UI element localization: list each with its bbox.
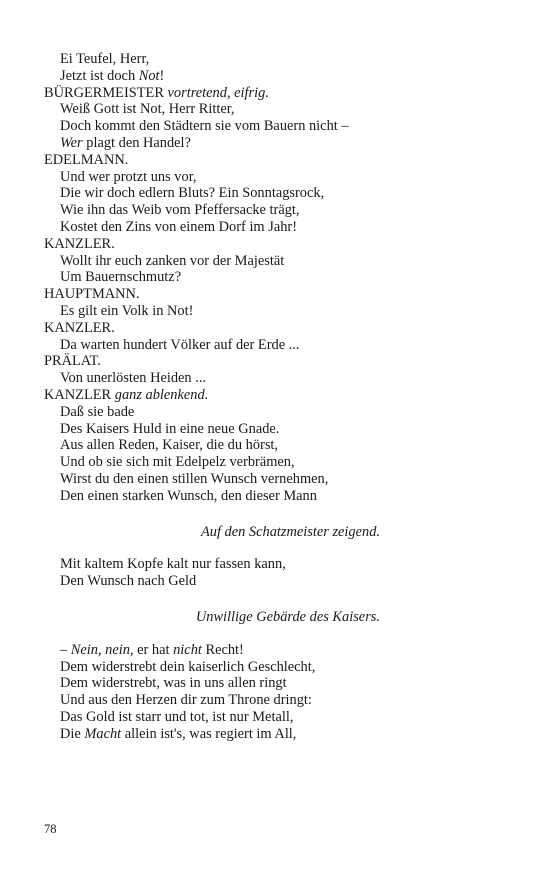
text-segment: Den einen starken Wunsch, den dieser Mann bbox=[60, 487, 317, 504]
text-segment: – bbox=[60, 641, 71, 658]
text-segment: BÜRGERMEISTER bbox=[44, 84, 168, 101]
text-segment: Den Wunsch nach Geld bbox=[60, 573, 197, 590]
text-segment: Mit kaltem Kopfe kalt nur fassen kann, bbox=[60, 556, 286, 573]
text-segment: Die bbox=[60, 725, 85, 742]
italic-text: ganz ablenkend. bbox=[114, 386, 209, 403]
verse-line bbox=[44, 404, 504, 421]
verse-line bbox=[44, 692, 504, 709]
text-segment: Das Gold ist starr und tot, ist nur Metall, bbox=[60, 708, 294, 725]
verse-line bbox=[44, 51, 504, 68]
text-segment: Von unerlösten Heiden ... bbox=[60, 370, 207, 387]
verse-line bbox=[44, 437, 504, 454]
text-segment: Um Bauernschmutz? bbox=[60, 269, 182, 286]
speaker-line bbox=[44, 320, 504, 337]
verse-line bbox=[44, 709, 504, 726]
italic-text: Wer bbox=[60, 134, 83, 151]
verse-line bbox=[44, 169, 504, 186]
verse-line bbox=[44, 488, 504, 505]
italic-text: nicht bbox=[173, 641, 202, 658]
verse-line bbox=[44, 202, 504, 219]
speaker-line bbox=[44, 152, 504, 169]
stage-direction bbox=[44, 590, 504, 642]
drama-text bbox=[44, 51, 504, 742]
verse-line bbox=[44, 659, 504, 676]
text-segment: Es gilt ein Volk in Not! bbox=[60, 302, 194, 319]
text-segment: Doch kommt den Städtern sie vom Bauern nicht – bbox=[60, 118, 349, 135]
text-segment: EDELMANN. bbox=[44, 151, 129, 168]
speaker-line bbox=[44, 387, 504, 404]
text-segment: Recht! bbox=[201, 641, 244, 658]
italic-text: Not bbox=[138, 67, 160, 84]
text-segment: KANZLER bbox=[44, 386, 115, 403]
text-segment: ! bbox=[159, 67, 165, 84]
text-segment: Die wir doch edlern Bluts? Ein Sonntagsrock, bbox=[60, 185, 325, 202]
verse-line bbox=[44, 185, 504, 202]
verse-line bbox=[44, 642, 504, 659]
italic-text: Macht bbox=[84, 725, 122, 742]
text-segment: allein ist's, was regiert im All, bbox=[121, 725, 297, 742]
text-segment: HAUPTMANN. bbox=[44, 286, 140, 303]
text-segment: Des Kaisers Huld in eine neue Gnade. bbox=[60, 420, 280, 437]
verse-line bbox=[44, 726, 504, 743]
verse-line bbox=[44, 135, 504, 152]
speaker-line bbox=[44, 85, 504, 102]
text-segment: plagt den Handel? bbox=[82, 134, 191, 151]
verse-line bbox=[44, 118, 504, 135]
text-segment: Und ob sie sich mit Edelpelz verbrämen, bbox=[60, 454, 295, 471]
verse-line bbox=[44, 219, 504, 236]
verse-line bbox=[44, 253, 504, 270]
text-segment: Jetzt ist doch bbox=[60, 67, 139, 84]
verse-line bbox=[44, 101, 504, 118]
verse-line bbox=[44, 68, 504, 85]
text-segment: PRÄLAT. bbox=[44, 353, 101, 370]
text-segment: Wirst du den einen stillen Wunsch vernehmen, bbox=[60, 470, 329, 487]
verse-line bbox=[44, 303, 504, 320]
verse-line bbox=[44, 370, 504, 387]
text-segment: , er hat bbox=[129, 641, 174, 658]
text-segment: Dem widerstrebt, was in uns allen ringt bbox=[60, 675, 287, 692]
italic-text: vortretend, eifrig. bbox=[167, 84, 269, 101]
stage-direction bbox=[44, 505, 504, 557]
text-segment: Da warten hundert Völker auf der Erde ... bbox=[60, 336, 300, 353]
text-segment: Wollt ihr euch zanken vor der Majestät bbox=[60, 252, 285, 269]
text-segment: Auf den Schatzmeister zeigend. bbox=[200, 523, 380, 540]
verse-line bbox=[44, 556, 504, 573]
text-segment: Und aus den Herzen dir zum Throne dringt: bbox=[60, 692, 312, 709]
speaker-line bbox=[44, 236, 504, 253]
text-segment: KANZLER. bbox=[44, 319, 115, 336]
text-segment: Daß sie bade bbox=[60, 403, 135, 420]
text-segment: Wie ihn das Weib vom Pfeffersacke trägt, bbox=[60, 202, 300, 219]
verse-line bbox=[44, 269, 504, 286]
italic-text: Nein, nein bbox=[70, 641, 130, 658]
text-segment: Dem widerstrebt dein kaiserlich Geschlecht, bbox=[60, 658, 316, 675]
text-segment: Aus allen Reden, Kaiser, die du hörst, bbox=[60, 437, 279, 454]
speaker-line bbox=[44, 353, 504, 370]
verse-line bbox=[44, 573, 504, 590]
page-number: 78 bbox=[44, 822, 57, 836]
verse-line bbox=[44, 454, 504, 471]
text-segment: Kostet den Zins von einem Dorf im Jahr! bbox=[60, 218, 297, 235]
verse-line bbox=[44, 471, 504, 488]
text-segment: Weiß Gott ist Not, Herr Ritter, bbox=[60, 101, 235, 118]
text-segment: Und wer protzt uns vor, bbox=[60, 168, 197, 185]
verse-line bbox=[44, 337, 504, 354]
verse-line bbox=[44, 675, 504, 692]
text-segment: Unwillige Gebärde des Kaisers. bbox=[195, 608, 380, 625]
text-segment: Ei Teufel, Herr, bbox=[60, 51, 150, 67]
text-segment: KANZLER. bbox=[44, 235, 115, 252]
speaker-line bbox=[44, 286, 504, 303]
verse-line bbox=[44, 421, 504, 438]
